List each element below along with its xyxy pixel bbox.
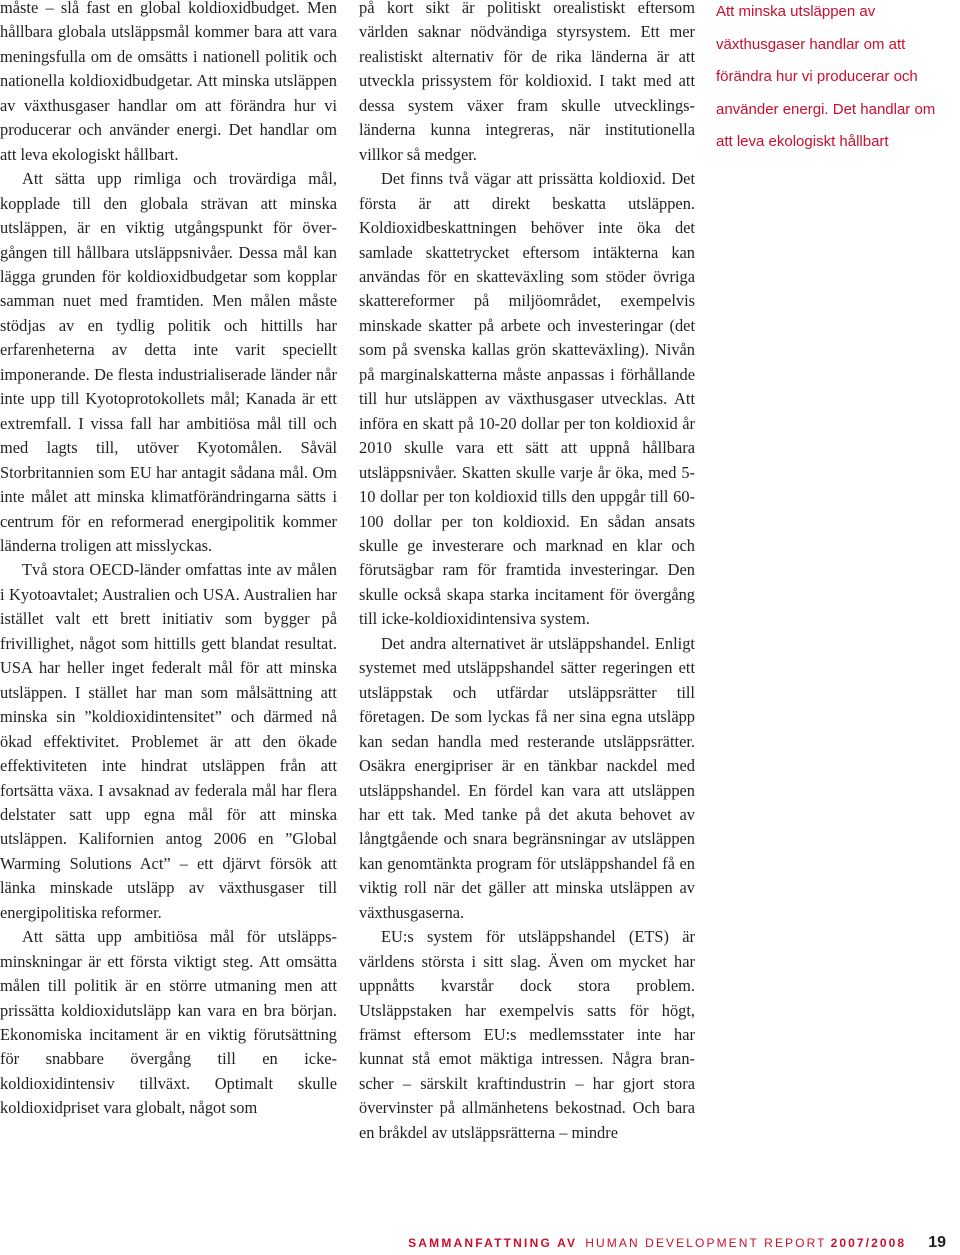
paragraph: Två stora OECD-länder omfattas inte av målen i Kyotoavtalet; Australien och USA. Australien har istället valt ett brett initiativ som bygger på frivillighet, något som hittills gett blandat resultat. USA har heller inget federalt mål för att minska utsläppen. I stället har man som målsättning att minska sin ”koldioxidintensitet” och därmed nå ökad effektivitet. Problemet är att den ökade effektiviteten inte hindrat utsläppen från att fortsätta växa. I avsaknad av federala mål har flera delstater satt upp egna mål för att minska utsläppen. Kalifornien antog 2006 en ”Global Warming Solutions Act” – ett djärvt försök att länka minskade utsläpp av växthusgaser till energipolitiska reformer. xyxy=(0,560,337,922)
body-column-left xyxy=(0,0,337,1121)
paragraph: Det finns två vägar att prissätta koldioxid. Det första är att direkt beskatta utsläppen. Koldioxidbeskattningen behöver inte öka det samlade skattetrycket eftersom intäkterna kan användas för en skatteväxling som stöder övriga skattereformer på miljöområdet, exempelvis minskade skatter på arbete och investeringar (det som på svenska kallas grön skatteväxling). Nivån på marginalskatterna måste anpassas i förhållande till hur utsläppen av växthusgaser utvecklas. Att införa en skatt på 10-20 dollar per ton koldioxid år 2010 skulle vara ett sätt att uppnå hållbara utsläppsnivåer. Skatten skulle varje år öka, med 5-10 dollar per ton koldioxid tills den uppgår till 60-100 dollar per ton koldioxid. En sådan ansats skulle ge investerare och marknad en klar och förutsägbar ram för framtida investeringar. Den skulle också skapa starka incitament för övergång till icke-koldioxidintensiva system. xyxy=(359,169,695,629)
paragraph: EU:s system för utsläppshandel (ETS) är världens största i sitt slag. Även om mycket har uppnåtts kvarstår dock stora problem. Utsläppstaken har exempelvis satts för högt, främst eftersom EU:s medlemsstater inte har kunnat stå emot mäktiga intressen. Några branscher – särskilt kraftindustrin – har gjort stora övervinster på allmänhetens bekostnad. Och bara en bråkdel av utsläppsrätterna – mindre xyxy=(359,927,695,1142)
page-number: 19 xyxy=(928,1234,946,1251)
footer-report-years: 2007/2008 xyxy=(830,1236,907,1250)
page-footer xyxy=(408,1231,946,1255)
footer-report-title: HUMAN DEVELOPMENT REPORT xyxy=(585,1236,827,1250)
pull-quote: Att minska utsläppen av växthusgaser handlar om att förändra hur vi producerar och använder energi. Det handlar om att leva ekologiskt hållbart xyxy=(716,3,936,151)
paragraph: Att sätta upp ambitiösa mål för utsläppsminskningar är ett första viktigt steg. Att omsätta målen till politik är en större utmaning men att prissätta koldioxidutsläpp kan vara en bra början. Ekonomiska incitament är en viktig förutsättning för snabbare övergång till en icke-koldioxidintensiv tillväxt. Optimalt skulle koldioxidpriset vara globalt, något som xyxy=(0,927,337,1118)
footer-section-label: SAMMANFATTNING AV xyxy=(408,1236,578,1250)
paragraph: Det andra alternativet är utsläppshandel. Enligt systemet med utsläppshandel sätter regeringen ett utsläppstak och utfärdar utsläppsrätter till företagen. De som lyckas få ner sina egna utsläpp kan sedan handla med resterande utsläppsrätter. Osäkra energipriser är en tänkbar nackdel med utsläppshandel. En fördel kan vara att utsläppen har ett tak. Med tanke på det akuta behovet av långtgående och snara begränsningar av utsläppen kan genomtänkta program för utsläppshandel få en viktig roll när det gäller att minska utsläppen av växthusgaserna. xyxy=(359,633,695,922)
paragraph: Att sätta upp rimliga och trovärdiga mål, kopplade till den globala strävan att minska utsläppen, är en viktig utgångspunkt för övergången till hållbara utsläppsnivåer. Dessa mål kan lägga grunden för koldioxidbudgetar som kopplar samman nuet med framtiden. Men målen måste stödjas av en tydlig politik och hittills har erfarenheterna av detta inte varit speciellt imponerande. De flesta industrialiserade länder når inte upp till Kyotoprotokollets mål; Kanada är ett extremfall. I vissa fall har ambitiösa mål till och med lagts till, utöver Kyotomålen. Såväl Storbritannien som EU har antagit sådana mål. Om inte målet att minska klimatförändringarna sätts i centrum för en reformerad energipolitik kommer länderna troligen att misslyckas. xyxy=(0,169,337,555)
body-column-middle xyxy=(359,0,695,1145)
paragraph: måste – slå fast en global koldioxidbudget. Men hållbara globala utsläppsmål kommer bara att vara meningsfulla om de omsätts i nationell politik och nationella koldioxidbudgetar. Att minska utsläppen av växthusgaser handlar om att förändra hur vi producerar och använder energi. Det handlar om att leva ekologiskt hållbart. xyxy=(0,0,337,164)
paragraph: på kort sikt är politiskt orealistiskt eftersom världen saknar nödvändiga styrsystem. Ett mer realistiskt alternativ för de rika länderna är att utveckla prissystem för koldioxid. I takt med att dessa system växer fram skulle utvecklingsländerna kunna integreras, när institutionella villkor så medger. xyxy=(359,0,695,164)
